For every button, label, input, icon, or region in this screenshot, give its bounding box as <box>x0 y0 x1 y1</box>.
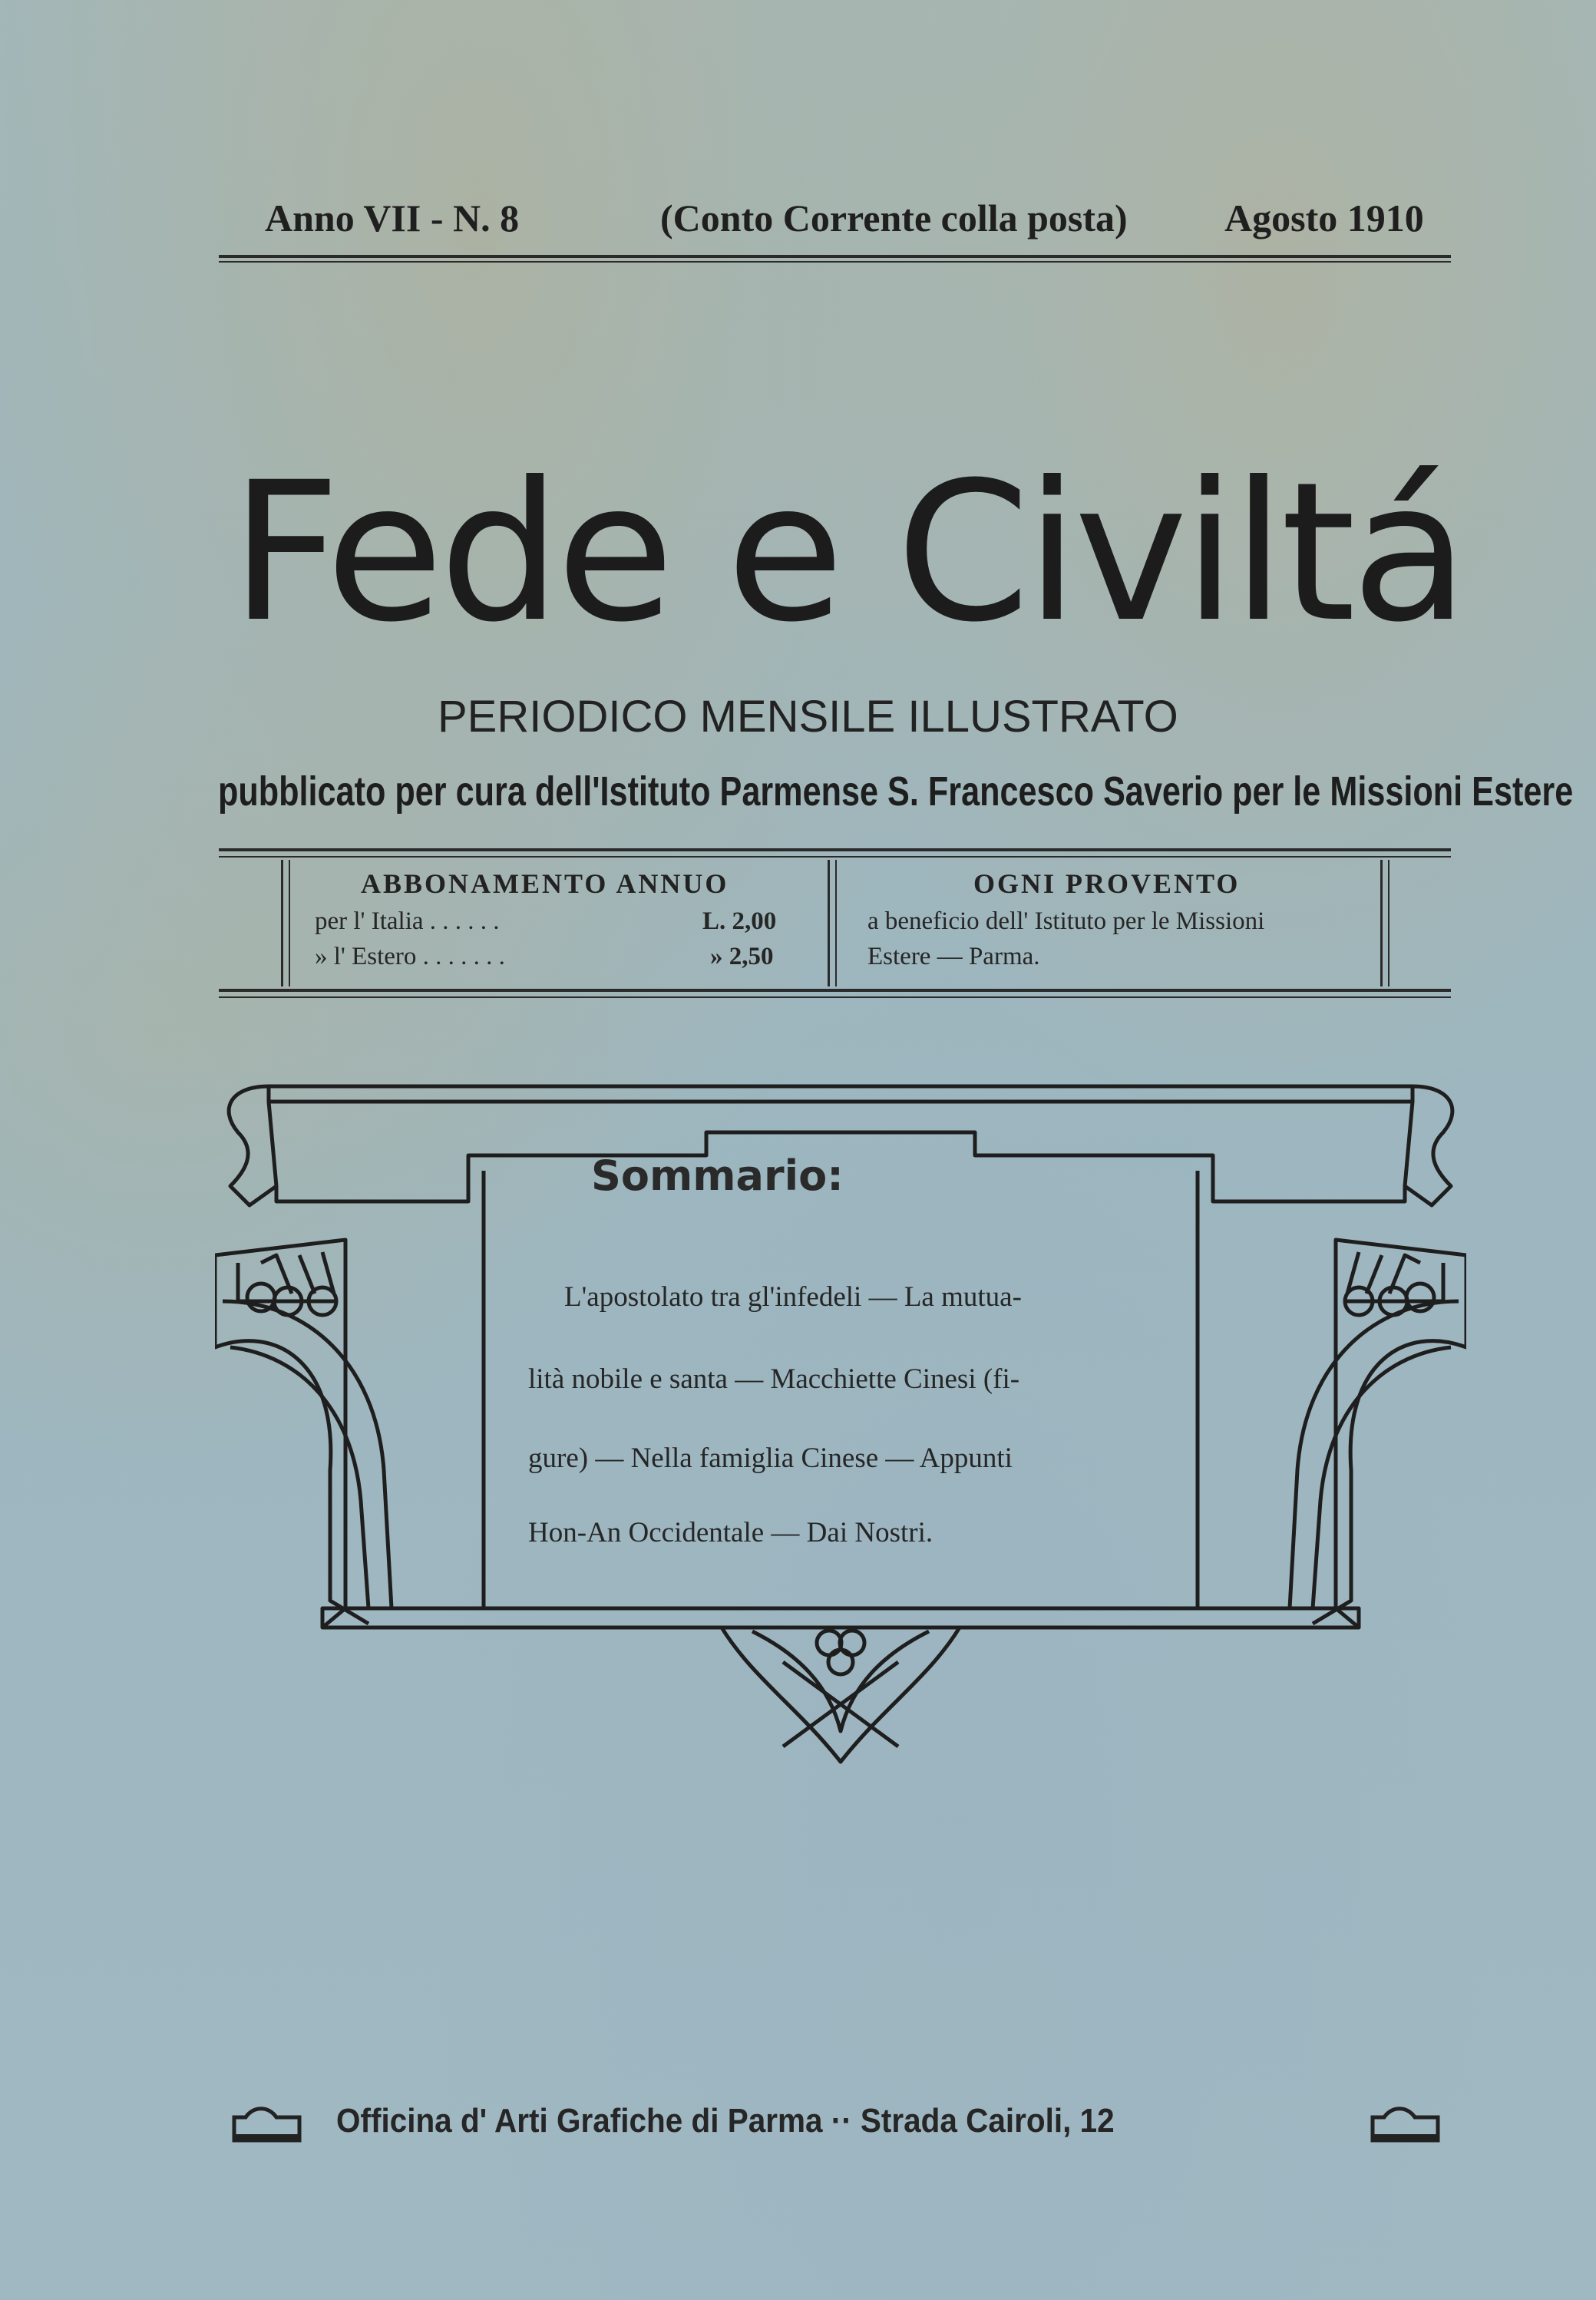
box-top-rule-thin <box>219 856 1451 858</box>
proceeds-line-1: a beneficio dell' Istituto per le Missioni <box>867 907 1265 935</box>
subscription-price-estero: » 2,50 <box>710 943 774 970</box>
box-divider-thin <box>835 860 837 986</box>
subscription-row-estero: » l' Estero . . . . . . . <box>315 943 505 970</box>
proceeds-heading: OGNI PROVENTO <box>973 868 1241 899</box>
box-divider <box>828 860 830 986</box>
summary-line-3: gure) — Nella famiglia Cinese — Appunti <box>528 1442 1013 1474</box>
subscription-row-italia: per l' Italia . . . . . . <box>315 907 500 935</box>
account-note: (Conto Corrente colla posta) <box>660 197 1128 240</box>
subscription-heading: ABBONAMENTO ANNUO <box>361 868 729 899</box>
masthead-subtitle: PERIODICO MENSILE ILLUSTRATO <box>438 692 1178 742</box>
box-left-border-thin <box>289 860 290 986</box>
subscription-price-italia: L. 2,00 <box>702 907 777 935</box>
summary-line-1: L'apostolato tra gl'infedeli — La mutua- <box>564 1281 1022 1313</box>
footer-printer: Officina d' Arti Grafiche di Parma ·· Strada Cairoli, 12 <box>336 2102 1115 2140</box>
masthead-title: Fede e Civiltá <box>230 441 1465 664</box>
box-right-border-thin <box>1388 860 1389 986</box>
box-left-border <box>281 860 283 986</box>
summary-line-2: lità nobile e santa — Macchiette Cinesi (fi- <box>528 1363 1020 1395</box>
proceeds-line-2: Estere — Parma. <box>867 943 1040 970</box>
footer-ornament-left-icon <box>230 2102 303 2144</box>
box-bottom-rule-thin <box>219 996 1451 998</box>
issue-number: Anno VII - N. 8 <box>265 197 520 240</box>
footer-ornament-right-icon <box>1369 2102 1442 2144</box>
box-top-rule <box>219 848 1451 851</box>
box-bottom-rule <box>219 989 1451 992</box>
publisher-line: pubblicato per cura dell'Istituto Parmense S. Francesco Saverio per le Missioni Estere <box>218 768 1574 815</box>
issue-date: Agosto 1910 <box>1224 197 1424 240</box>
header-rule-thin <box>219 261 1451 263</box>
summary-title: Sommario: <box>591 1152 844 1200</box>
header-rule <box>219 255 1451 258</box>
summary-line-4: Hon-An Occidentale — Dai Nostri. <box>528 1517 933 1548</box>
box-right-border <box>1380 860 1383 986</box>
